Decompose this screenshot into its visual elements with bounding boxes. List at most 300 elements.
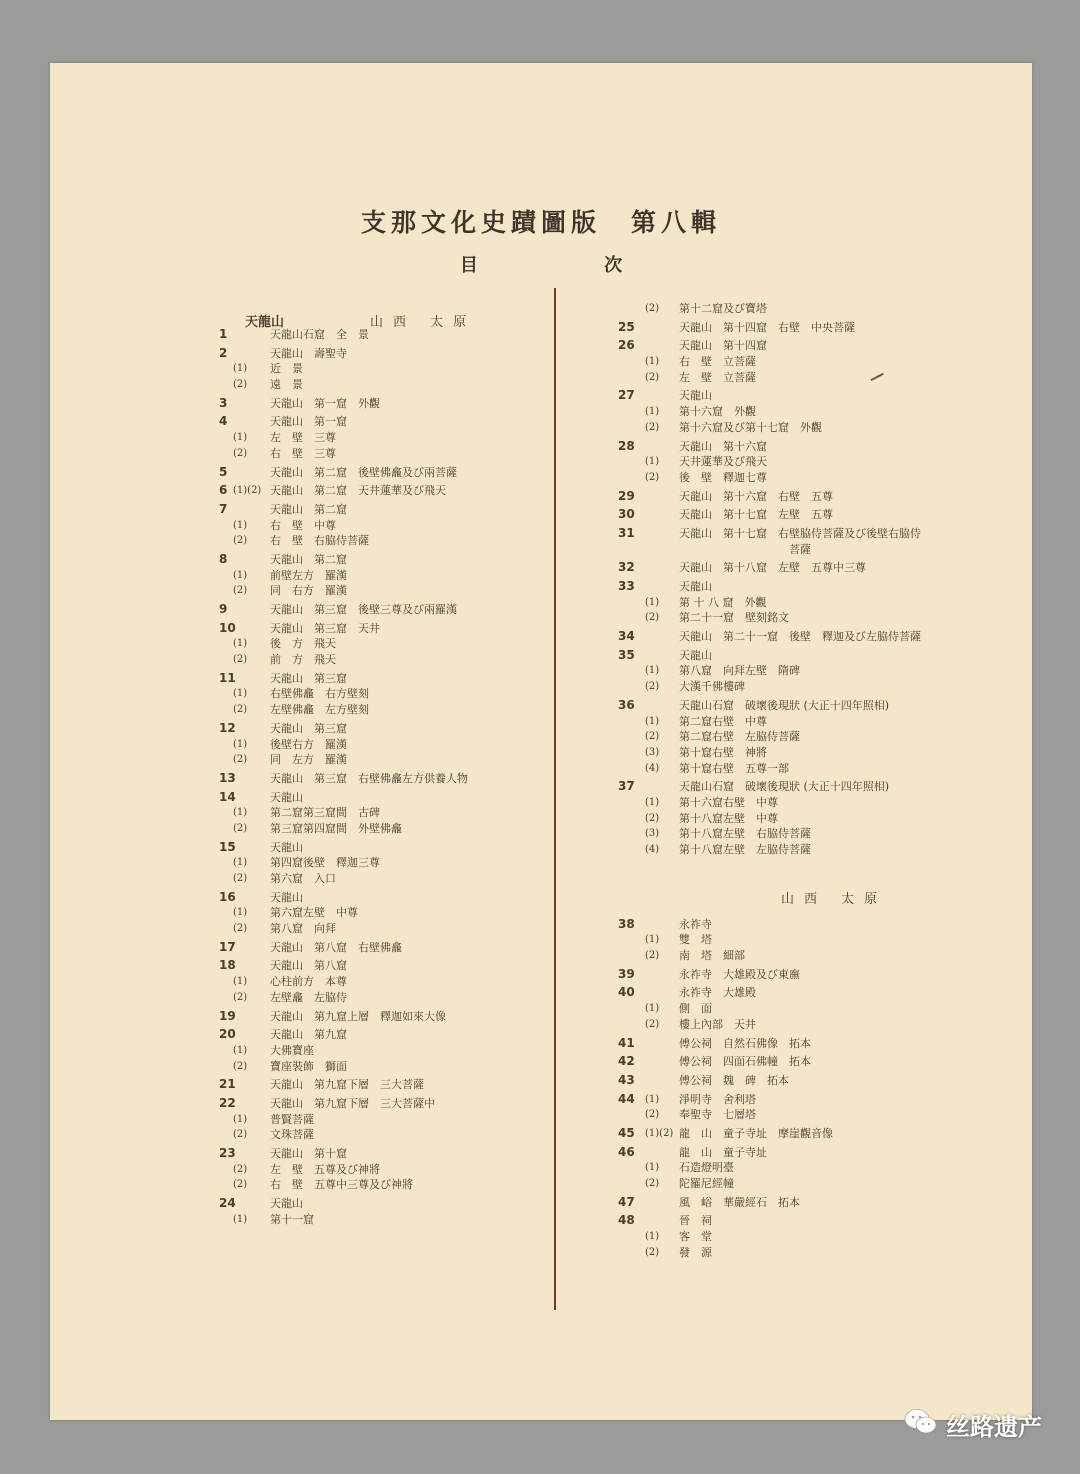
plate-title: 左 壁 五尊及び神將: [270, 1162, 380, 1176]
plate-title: 天龍山 第九窟下層 三大菩薩中: [270, 1096, 435, 1110]
plate-title: 永祚寺 大雄殿及び東廡: [679, 967, 800, 981]
toc-row: [555, 648, 1025, 664]
toc-entry: [205, 483, 535, 499]
plate-number: 22: [219, 1095, 236, 1110]
toc-row: [205, 465, 535, 481]
plate-title: 第十六窟及び第十七窟 外觀: [679, 420, 822, 434]
toc-row: [205, 1162, 535, 1178]
plate-title: 第八窟 向拜左壁 隋碑: [679, 664, 800, 678]
plate-number: 1: [219, 327, 228, 341]
plate-title: 第 十 八 窟 外觀: [679, 595, 767, 609]
sub-number: (1): [233, 638, 248, 650]
sub-number: (1): [645, 596, 660, 608]
toc-entry: [205, 1096, 535, 1143]
plate-title: 發 源: [679, 1245, 712, 1259]
plate-title: 天龍山 第十六窟 右壁 五尊: [679, 489, 833, 503]
toc-right-column: [555, 301, 1025, 1263]
toc-row: [205, 446, 535, 462]
sub-number: (1): [233, 519, 248, 531]
sub-number: (3): [645, 746, 660, 758]
sub-number: (2): [233, 991, 248, 1003]
sub-number: (2): [645, 1246, 660, 1258]
plate-title: 寶座裝飾 獅面: [270, 1059, 347, 1073]
toc-entry: [205, 621, 535, 668]
toc-row: [205, 1177, 535, 1193]
toc-row: [555, 526, 1025, 542]
plate-number: 45: [618, 1125, 635, 1140]
toc-row: [555, 663, 1025, 679]
toc-entry: [555, 526, 1025, 557]
plate-title: 第十八窟左壁 右脇侍菩薩: [679, 827, 811, 841]
plate-title: 客 堂: [679, 1230, 712, 1244]
toc-row: [205, 518, 535, 534]
toc-row: [205, 890, 535, 906]
toc-row: [205, 483, 535, 499]
toc-row: [205, 1212, 535, 1228]
section-name: 天龍山: [245, 315, 285, 330]
toc-row: [205, 1196, 535, 1212]
plate-title: 傅公祠 四面石佛幢 拓本: [679, 1055, 811, 1069]
plate-number: 5: [219, 464, 228, 479]
toc-row: [205, 1077, 535, 1093]
toc-entry: [555, 301, 1025, 317]
plate-title: 第二窟第三窟間 古碑: [270, 806, 380, 820]
sub-number: (2): [233, 822, 248, 834]
toc-entry: [205, 396, 535, 412]
sub-number: (1): [645, 1162, 660, 1174]
sub-number: (2): [233, 379, 248, 391]
plate-title: 第四窟後壁 釋迦三尊: [270, 856, 380, 870]
sub-number: (1): [645, 1093, 660, 1105]
toc-entry: [205, 414, 535, 461]
toc-row: [555, 1017, 1025, 1033]
toc-row: [205, 1027, 535, 1043]
toc-entry-list: [555, 301, 1025, 861]
toc-row: [555, 507, 1025, 523]
sub-number: (2): [645, 1178, 660, 1189]
plate-title: 天龍山 第二窟: [270, 552, 347, 566]
plate-number: 47: [618, 1194, 635, 1209]
toc-entry: [555, 388, 1025, 435]
plate-number: 31: [618, 525, 635, 540]
page-subtitle: 目 次: [459, 255, 683, 276]
plate-number: 48: [618, 1213, 635, 1228]
toc-row: [205, 430, 535, 446]
plate-title: 大佛寶座: [270, 1043, 314, 1057]
plate-title: 天龍山 第九窟下層 三大菩薩: [270, 1078, 424, 1092]
plate-title: 天龍山 第一窟 外觀: [270, 396, 380, 410]
sub-number: (2): [645, 1018, 660, 1030]
plate-title: 天龍山 第十六窟: [679, 439, 767, 453]
sub-number: (1): [645, 456, 660, 468]
toc-row: [555, 1176, 1025, 1192]
toc-row: [555, 420, 1025, 436]
toc-row: [205, 396, 535, 412]
sub-number: (2): [645, 950, 660, 962]
toc-entry: [555, 1092, 1025, 1123]
toc-row: [555, 779, 1025, 795]
toc-entry: [555, 1145, 1025, 1192]
sub-number: (1): [233, 1044, 248, 1056]
toc-row: [555, 320, 1025, 336]
plate-title: 同 右方 羅漢: [270, 584, 347, 598]
toc-row: [205, 840, 535, 856]
plate-number: 44: [618, 1091, 635, 1106]
plate-title: 天龍山石窟 破壞後現狀 (大正十四年照相): [679, 698, 890, 712]
plate-number: 37: [618, 779, 635, 794]
sub-number: (2): [645, 731, 660, 743]
toc-entry: [555, 779, 1025, 857]
toc-row: [205, 377, 535, 393]
plate-title: 南 塔 細部: [679, 949, 745, 963]
toc-row: [205, 1059, 535, 1075]
sub-number: (2): [233, 754, 248, 766]
sub-number: (2): [233, 1163, 248, 1175]
toc-row: [205, 871, 535, 887]
sub-number: (1): [233, 976, 248, 988]
plate-title: 第十窟右壁 神將: [679, 745, 767, 759]
toc-row: [555, 745, 1025, 761]
toc-row: [555, 610, 1025, 626]
plate-title: 天龍山 第二窟 後壁佛龕及び兩菩薩: [270, 465, 457, 479]
toc-row: [555, 1145, 1025, 1161]
plate-title: 第十窟右壁 五尊一部: [679, 761, 789, 775]
toc-row: [555, 404, 1025, 420]
plate-title: 奉聖寺 七層塔: [679, 1108, 756, 1122]
toc-row: [555, 698, 1025, 714]
plate-number: 4: [219, 414, 228, 429]
toc-row: [205, 921, 535, 937]
sub-number: (1): [645, 796, 660, 808]
toc-row: [205, 1009, 535, 1025]
toc-row: [205, 636, 535, 652]
plate-title: 晉 祠: [679, 1214, 712, 1228]
plate-number: 34: [618, 629, 635, 644]
toc-row: [555, 354, 1025, 370]
plate-number: 16: [219, 889, 236, 904]
toc-row: [205, 346, 535, 362]
plate-title: 前 方 飛天: [270, 653, 336, 667]
toc-row: [205, 327, 535, 343]
plate-number: 24: [219, 1196, 236, 1211]
plate-number: 3: [219, 395, 228, 410]
toc-entry: [555, 579, 1025, 626]
toc-entry: [205, 1027, 535, 1074]
toc-entry: [555, 985, 1025, 1032]
plate-number: 42: [618, 1054, 635, 1069]
toc-row: [205, 552, 535, 568]
toc-entry: [555, 648, 1025, 695]
plate-number: 29: [618, 488, 635, 503]
plate-title: 天龍山 第十四窟 右壁 中央菩薩: [679, 320, 855, 334]
plate-title: 第十八窟左壁 左脇侍菩薩: [679, 843, 811, 856]
toc-entry: [555, 489, 1025, 505]
sub-number: (1): [233, 857, 248, 869]
plate-title: 右壁佛龕 右方壁刻: [270, 687, 369, 701]
plate-title: 第六窟左壁 中尊: [270, 906, 358, 920]
plate-number: 7: [219, 501, 228, 516]
plate-number: 9: [219, 602, 228, 616]
plate-title: 近 景: [270, 362, 303, 376]
plate-number: 25: [618, 319, 635, 334]
sub-number: (2): [645, 471, 660, 483]
toc-row: [555, 917, 1025, 933]
plate-title: 第二窟右壁 左脇侍菩薩: [679, 730, 800, 744]
plate-number: 41: [618, 1035, 635, 1050]
plate-title: 第二窟右壁 中尊: [679, 714, 767, 728]
toc-entry: [205, 1146, 535, 1193]
sub-number: (1): [645, 356, 660, 368]
plate-number: 14: [219, 789, 236, 804]
plate-title: 普賢菩薩: [270, 1112, 314, 1126]
plate-title: 天龍山 第三窟 右壁佛龕左方供養人物: [270, 771, 468, 785]
plate-title: 天龍山 第十四窟: [679, 339, 767, 353]
toc-entry: [555, 338, 1025, 385]
plate-number: 27: [618, 388, 635, 403]
toc-row: [205, 361, 535, 377]
plate-title: 右 壁 三尊: [270, 446, 336, 460]
plate-title: 天龍山 第二窟 天井蓮華及び飛天: [270, 484, 446, 498]
toc-entry: [205, 1077, 535, 1093]
toc-row: [205, 652, 535, 668]
plate-number: 38: [618, 916, 635, 931]
toc-entry: [205, 327, 535, 343]
plate-number: 15: [219, 839, 236, 854]
toc-row: [555, 985, 1025, 1001]
toc-entry: [205, 771, 535, 787]
toc-entry: [205, 940, 535, 956]
plate-number: 10: [219, 620, 236, 635]
toc-entry: [555, 917, 1025, 964]
sub-number: (2): [645, 681, 660, 693]
toc-row: [555, 1229, 1025, 1245]
plate-title: 第八窟 向拜: [270, 922, 336, 936]
toc-row: [205, 621, 535, 637]
plate-title: 前壁左方 羅漢: [270, 568, 347, 582]
toc-row: [555, 1001, 1025, 1017]
toc-entry: [555, 1073, 1025, 1089]
toc-entry: [555, 1054, 1025, 1070]
sub-number: (1)(2): [233, 485, 262, 497]
plate-title: 天龍山 第二窟: [270, 502, 347, 516]
toc-left-column: [205, 301, 535, 1230]
sub-number: (2): [233, 923, 248, 935]
toc-row: [555, 1245, 1025, 1261]
plate-title: 雙 塔: [679, 933, 712, 947]
plate-number: 11: [219, 670, 236, 685]
plate-title: 大漢千佛樓碑: [679, 680, 745, 694]
toc-entry: [555, 320, 1025, 336]
plate-title: 天龍山: [679, 580, 712, 593]
plate-title: 右 壁 右脇侍菩薩: [270, 534, 369, 548]
sub-number: (2): [233, 873, 248, 884]
toc-entry: [205, 1009, 535, 1025]
toc-entry: [555, 1213, 1025, 1260]
sub-number: (2): [233, 1060, 248, 1072]
toc-row: [205, 721, 535, 737]
toc-row: [555, 679, 1025, 695]
plate-title: 天龍山 第三窟 後壁三尊及び兩羅漢: [270, 603, 457, 616]
toc-row: [555, 489, 1025, 505]
toc-row: [555, 811, 1025, 827]
plate-title: 同 左方 羅漢: [270, 753, 347, 767]
toc-entry: [555, 967, 1025, 983]
sub-number: (1): [233, 1213, 248, 1225]
wechat-icon: [904, 1408, 938, 1442]
toc-entry: [205, 552, 535, 599]
sub-number: (1): [233, 738, 248, 750]
toc-row: [555, 1213, 1025, 1229]
sub-number: (1): [233, 907, 248, 919]
toc-row: [555, 1054, 1025, 1070]
plate-title: 左 壁 三尊: [270, 431, 336, 445]
toc-row: [205, 1127, 535, 1143]
document-page: [50, 63, 1032, 1420]
toc-row: [555, 714, 1025, 730]
plate-number: 17: [219, 939, 236, 954]
toc-row: [555, 1092, 1025, 1108]
plate-title: 後 壁 釋迦七尊: [679, 470, 767, 484]
sub-number: (2): [233, 1129, 248, 1141]
toc-entry: [555, 1036, 1025, 1052]
plate-title: 左壁龕 左脇侍: [270, 990, 347, 1004]
plate-number: 28: [618, 438, 635, 453]
toc-row: [205, 414, 535, 430]
watermark: [904, 1407, 1042, 1442]
plate-title: 天龍山: [270, 790, 303, 804]
plate-number: 20: [219, 1027, 236, 1042]
plate-title: 天龍山: [270, 890, 303, 904]
toc-row: [205, 905, 535, 921]
sub-number: (1): [233, 432, 248, 444]
plate-title: 第十六窟右壁 中尊: [679, 795, 778, 809]
toc-row: [205, 686, 535, 702]
sub-number: (1): [233, 363, 248, 375]
toc-entry: [205, 671, 535, 718]
toc-row: [555, 1036, 1025, 1052]
toc-entry: [555, 698, 1025, 776]
toc-row: [555, 729, 1025, 745]
watermark-text: 丝路遗产: [946, 1413, 1042, 1441]
toc-row: [555, 629, 1025, 645]
sub-number: (1): [645, 406, 660, 418]
toc-row: [205, 671, 535, 687]
section-place: 山西 太原: [370, 315, 477, 330]
sub-number: (2): [645, 1109, 660, 1121]
toc-entry: [205, 721, 535, 768]
toc-row: [205, 855, 535, 871]
sub-number: (1): [233, 807, 248, 819]
plate-title: 文珠菩薩: [270, 1128, 314, 1142]
plate-title: 天龍山 第三窟: [270, 671, 347, 685]
toc-row: [205, 1146, 535, 1162]
plate-number: 6: [219, 483, 228, 498]
toc-row: [555, 542, 1025, 558]
toc-row: [205, 737, 535, 753]
plate-title: 天龍山 第三窟 天井: [270, 621, 380, 635]
plate-title: 天龍山: [679, 389, 712, 403]
sub-number: (1): [645, 1231, 660, 1243]
plate-number: 40: [618, 985, 635, 1000]
plate-title: 天龍山: [270, 1197, 303, 1211]
toc-row: [205, 502, 535, 518]
plate-title: 右 壁 五尊中三尊及び神將: [270, 1178, 413, 1192]
toc-entry: [555, 560, 1025, 576]
plate-title: 天龍山 第十八窟 左壁 五尊中三尊: [679, 561, 866, 575]
toc-row: [205, 974, 535, 990]
plate-title: 右 壁 中尊: [270, 518, 336, 532]
toc-row: [555, 1073, 1025, 1089]
sub-number: (2): [233, 654, 248, 666]
sub-number: (4): [645, 844, 660, 855]
sub-number: (1): [645, 715, 660, 727]
plate-title: 天龍山 第八窟 右壁佛龕: [270, 940, 402, 954]
plate-number: 30: [618, 507, 635, 522]
plate-title: 天龍山 第九窟上層 釋迦如來大像: [270, 1009, 446, 1023]
plate-number: 35: [618, 647, 635, 662]
plate-title: 天龍山 第二十一窟 後壁 釋迦及び左脇侍菩薩: [679, 630, 921, 644]
toc-entry: [555, 629, 1025, 645]
toc-row: [205, 1043, 535, 1059]
toc-entry-list: [205, 327, 535, 1230]
plate-number: 46: [618, 1144, 635, 1159]
toc-entry-list: [555, 917, 1025, 1264]
plate-number: 23: [219, 1146, 236, 1160]
plate-title: 淨明寺 舍利塔: [679, 1092, 756, 1106]
plate-title: 天龍山 第一窟: [270, 415, 347, 429]
plate-title: 後壁右方 羅漢: [270, 737, 347, 751]
plate-title: 後 方 飛天: [270, 637, 336, 651]
page-title: 支那文化史蹟圖版 第八輯: [360, 208, 721, 237]
toc-row: [205, 533, 535, 549]
plate-title: 天井蓮華及び飛天: [679, 455, 767, 469]
toc-row: [205, 602, 535, 618]
toc-row: [205, 583, 535, 599]
plate-title: 永祚寺 大雄殿: [679, 986, 756, 1000]
plate-title: 陀羅尼經幢: [679, 1177, 734, 1190]
toc-row: [555, 1126, 1025, 1142]
toc-row: [555, 439, 1025, 455]
toc-row: [555, 795, 1025, 811]
plate-number: 12: [219, 720, 236, 735]
toc-entry: [205, 958, 535, 1005]
plate-title: 左 壁 立菩薩: [679, 370, 756, 384]
plate-number: 13: [219, 770, 236, 785]
plate-title: 第十一窟: [270, 1212, 314, 1226]
plate-title: 龍 山 童子寺址: [679, 1145, 767, 1159]
toc-entry: [205, 1196, 535, 1227]
plate-title: 左壁佛龕 左方壁刻: [270, 703, 369, 717]
plate-title: 第三窟第四窟間 外壁佛龕: [270, 821, 402, 835]
toc-row: [205, 805, 535, 821]
plate-title: 天龍山 第八窟: [270, 959, 347, 973]
plate-title: 天龍山: [679, 648, 712, 662]
toc-row: [555, 826, 1025, 842]
sub-number: (1)(2): [645, 1127, 674, 1139]
toc-row: [555, 388, 1025, 404]
sub-number: (1): [233, 569, 248, 581]
plate-title: 第十六窟 外觀: [679, 405, 756, 419]
toc-row: [555, 761, 1025, 777]
plate-number: 39: [618, 966, 635, 981]
toc-row: [205, 940, 535, 956]
sub-number: (1): [645, 934, 660, 946]
toc-row: [205, 1112, 535, 1128]
toc-row: [205, 821, 535, 837]
plate-number: 21: [219, 1077, 236, 1092]
plate-title: 右 壁 立菩薩: [679, 355, 756, 369]
plate-title: 天龍山石窟 破壞後現狀 (大正十四年照相): [679, 780, 890, 794]
